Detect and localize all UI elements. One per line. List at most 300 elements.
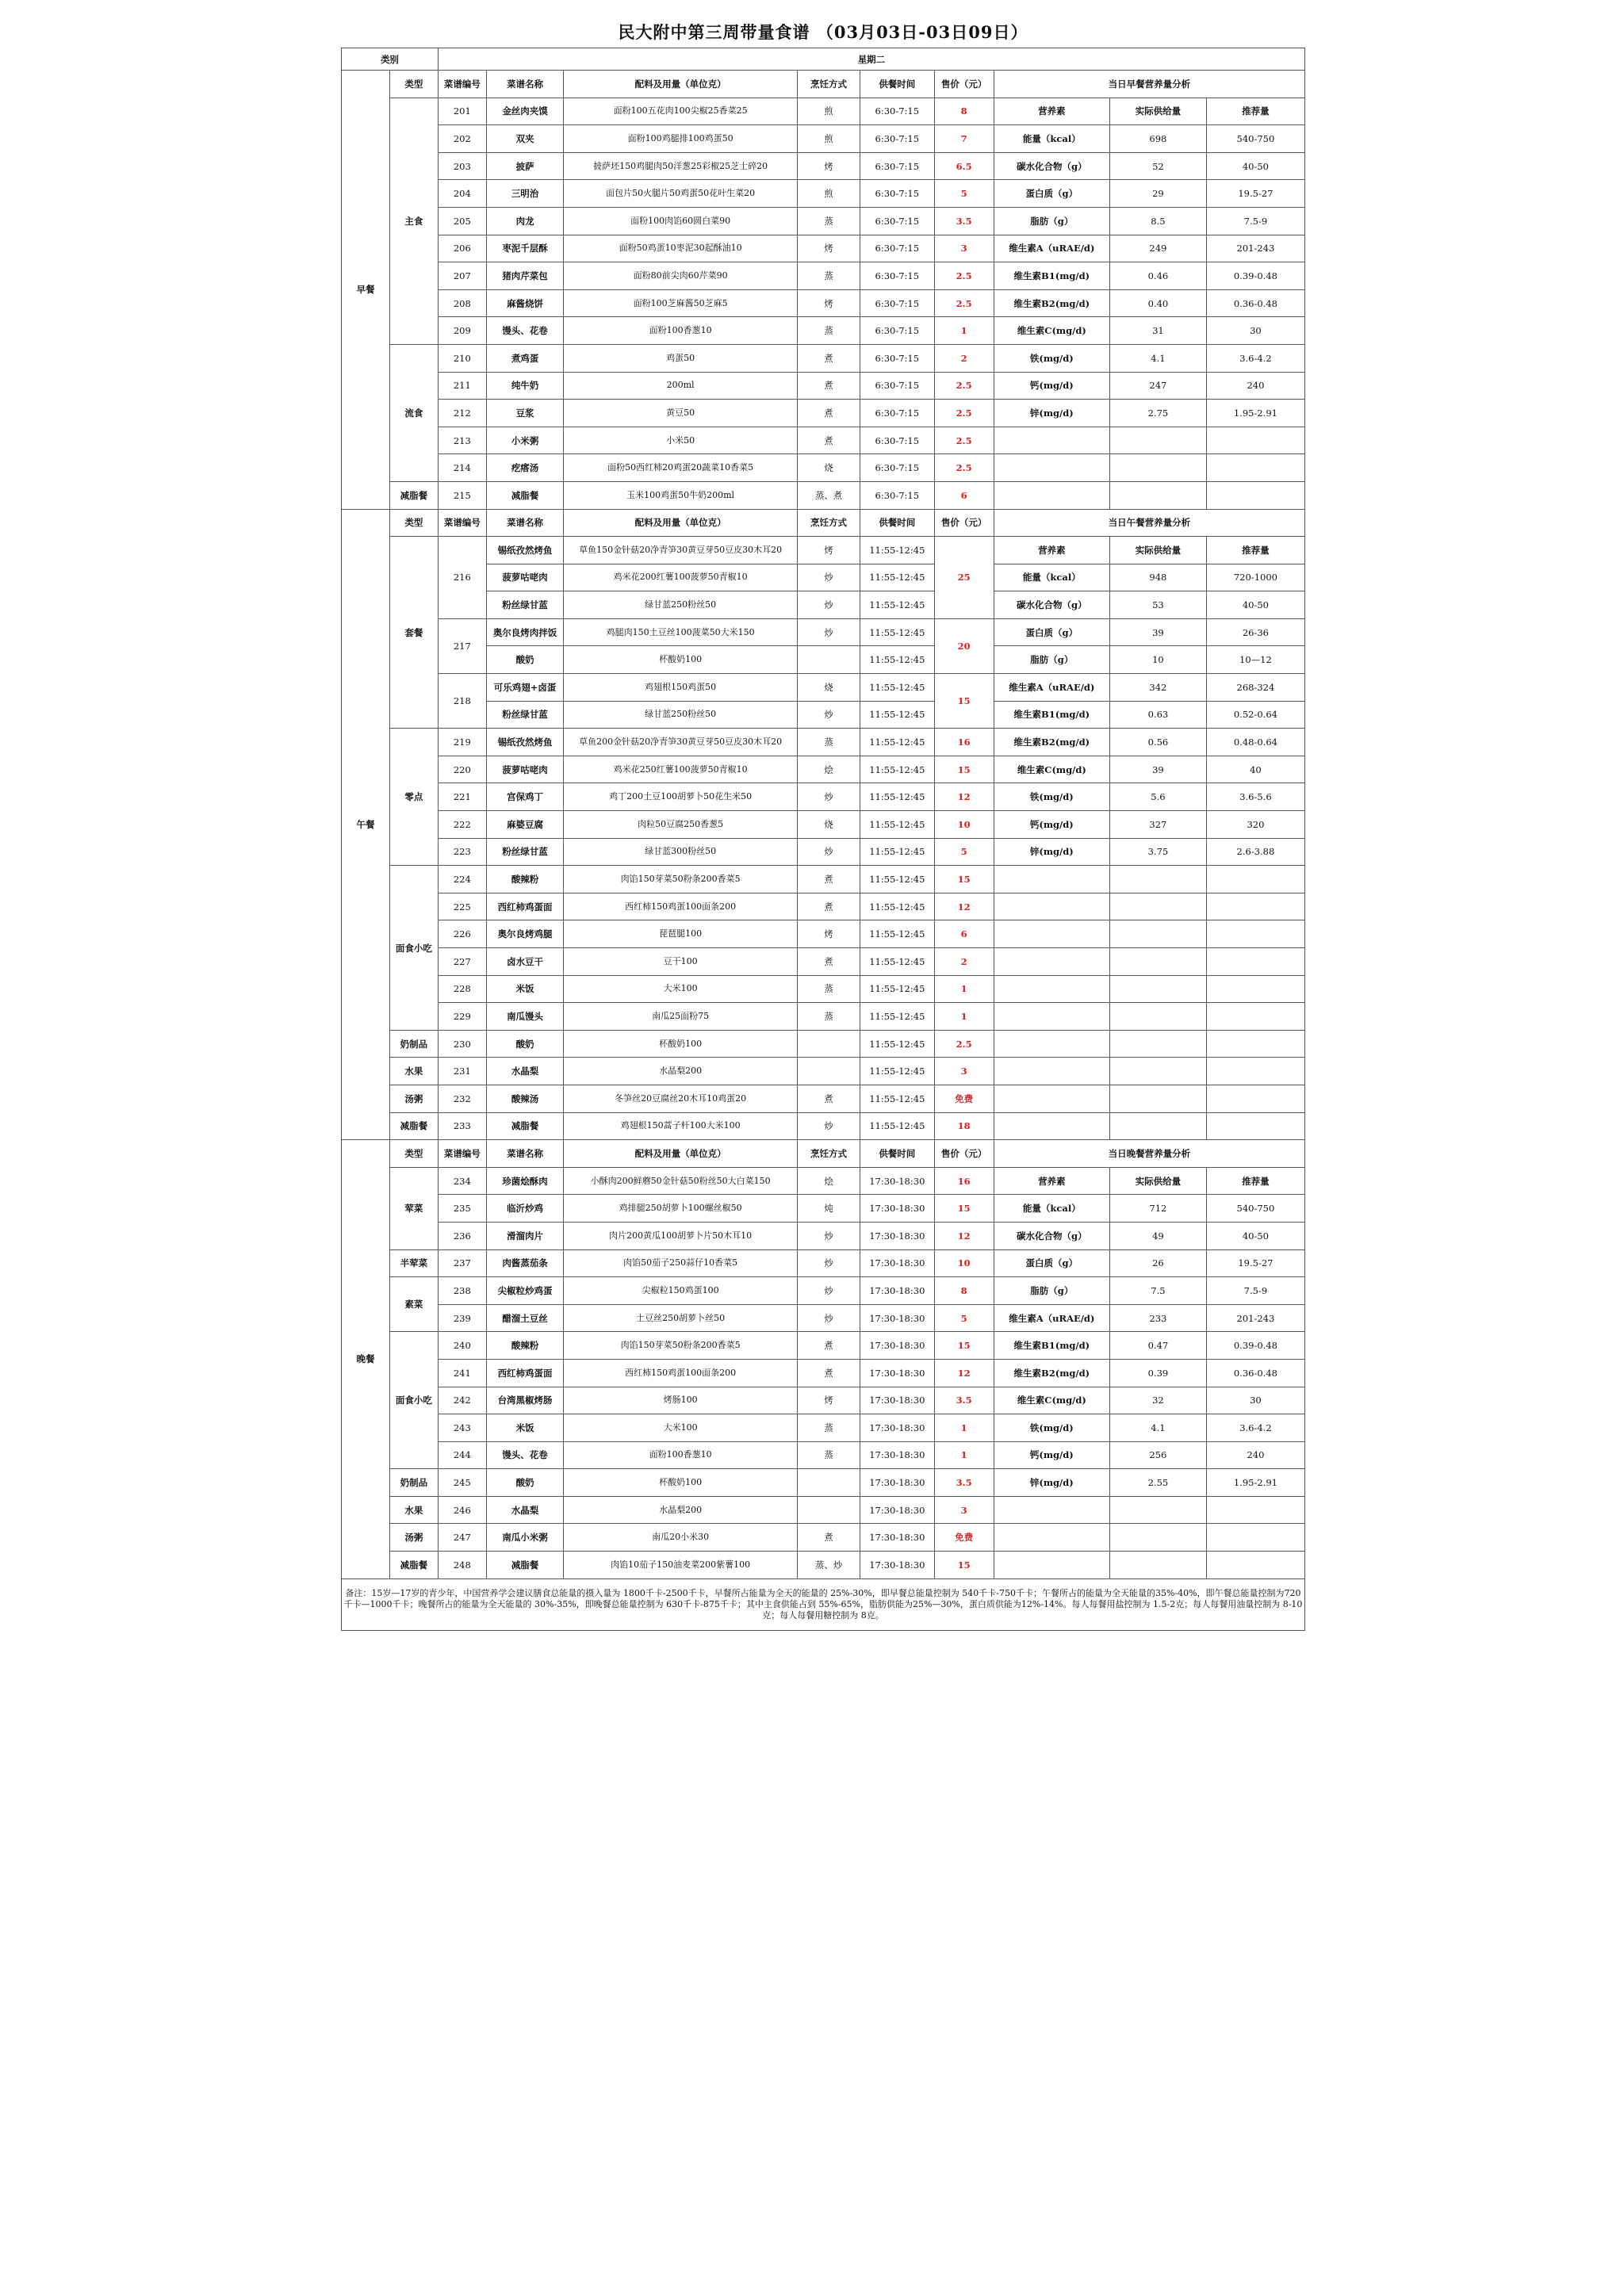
table-row (342, 1578, 1305, 1630)
nutrient-actual: 233 (1109, 1304, 1206, 1332)
dish-name: 酸辣汤 (486, 1085, 564, 1112)
dish-price: 15 (934, 866, 994, 894)
cooking-method: 烧 (797, 811, 860, 839)
dish-code: 232 (438, 1085, 486, 1112)
empty-cell (1109, 1058, 1206, 1085)
nutrient-recommended: 40-50 (1206, 152, 1304, 180)
dish-ingredients: 面粉100香葱10 (564, 317, 798, 345)
nutrient-recommended: 3.6-5.6 (1206, 783, 1304, 811)
cooking-method: 煮 (797, 400, 860, 427)
dish-name: 台湾黑椒烤肠 (486, 1387, 564, 1414)
dish-name: 菠萝咕咾肉 (486, 564, 564, 591)
dish-price: 3 (934, 1496, 994, 1524)
nutrient-recommended: 40-50 (1206, 1222, 1304, 1249)
serving-time: 17:30-18:30 (860, 1469, 934, 1497)
cooking-method: 烤 (797, 920, 860, 948)
table-row (342, 783, 1305, 811)
empty-cell (1206, 1003, 1304, 1031)
cooking-method: 炒 (797, 564, 860, 591)
empty-cell (994, 1552, 1109, 1579)
dish-name: 枣泥千层酥 (486, 235, 564, 262)
dish-code: 222 (438, 811, 486, 839)
dish-name: 肉酱蒸茄条 (486, 1249, 564, 1277)
serving-time: 17:30-18:30 (860, 1222, 934, 1249)
table-row (342, 1277, 1305, 1305)
col-time-header: 供餐时间 (860, 509, 934, 537)
nutrient-name: 蛋白质（g） (994, 1249, 1109, 1277)
nutrient-actual: 10 (1109, 646, 1206, 674)
cooking-method (797, 646, 860, 674)
dish-code: 223 (438, 838, 486, 866)
dish-ingredients: 杯酸奶100 (564, 1469, 798, 1497)
dish-name: 三明治 (486, 180, 564, 208)
serving-time: 11:55-12:45 (860, 646, 934, 674)
dish-code: 210 (438, 344, 486, 372)
table-row (342, 866, 1305, 894)
dish-code: 237 (438, 1249, 486, 1277)
table-row (342, 1140, 1305, 1168)
dish-ingredients: 绿甘蓝250粉丝50 (564, 701, 798, 729)
food-type: 汤粥 (389, 1524, 438, 1552)
dish-code: 225 (438, 893, 486, 920)
col-time-header: 供餐时间 (860, 71, 934, 98)
serving-time: 11:55-12:45 (860, 591, 934, 619)
dish-price: 15 (934, 1195, 994, 1223)
dish-price: 20 (934, 618, 994, 673)
nutrient-name: 维生素A（uRAE/d) (994, 674, 1109, 702)
nutrient-actual: 7.5 (1109, 1277, 1206, 1305)
table-row (342, 1524, 1305, 1552)
empty-cell (994, 1003, 1109, 1031)
serving-time: 6:30-7:15 (860, 125, 934, 153)
nutrient-actual: 948 (1109, 564, 1206, 591)
table-row (342, 509, 1305, 537)
nutrient-recommended: 40 (1206, 756, 1304, 783)
dish-name: 珍菌烩酥肉 (486, 1167, 564, 1195)
table-row (342, 1003, 1305, 1031)
table-row (342, 372, 1305, 400)
dish-ingredients: 小米50 (564, 427, 798, 454)
serving-time: 11:55-12:45 (860, 756, 934, 783)
dish-price: 12 (934, 1222, 994, 1249)
meal-label: 早餐 (342, 71, 390, 510)
empty-cell (1206, 948, 1304, 976)
table-row (342, 1222, 1305, 1249)
col-code-header: 菜谱编号 (438, 71, 486, 98)
nutrient-actual: 698 (1109, 125, 1206, 153)
dish-ingredients: 小酥肉200鲜蘑50金针菇50粉丝50大白菜150 (564, 1167, 798, 1195)
table-row (342, 344, 1305, 372)
page-title: 民大附中第三周带量食谱 （03月03日-03日09日） (618, 22, 1028, 42)
empty-cell (1206, 427, 1304, 454)
cooking-method: 煮 (797, 372, 860, 400)
serving-time: 11:55-12:45 (860, 783, 934, 811)
table-row (342, 48, 1305, 71)
nutrient-actual: 26 (1109, 1249, 1206, 1277)
serving-time: 6:30-7:15 (860, 372, 934, 400)
dish-code: 224 (438, 866, 486, 894)
dish-name: 小米粥 (486, 427, 564, 454)
dish-name: 煮鸡蛋 (486, 344, 564, 372)
table-row (342, 1496, 1305, 1524)
nutrient-actual: 342 (1109, 674, 1206, 702)
dish-price: 2.5 (934, 1030, 994, 1058)
dish-name: 粉丝绿甘蓝 (486, 838, 564, 866)
nutrient-recommended: 30 (1206, 317, 1304, 345)
cooking-method: 煎 (797, 98, 860, 125)
table-row (342, 207, 1305, 235)
cooking-method (797, 1496, 860, 1524)
serving-time: 17:30-18:30 (860, 1552, 934, 1579)
dish-price: 15 (934, 756, 994, 783)
table-row (342, 152, 1305, 180)
table-row (342, 591, 1305, 619)
dish-code: 239 (438, 1304, 486, 1332)
empty-cell (994, 1030, 1109, 1058)
serving-time: 11:55-12:45 (860, 701, 934, 729)
serving-time: 11:55-12:45 (860, 838, 934, 866)
empty-cell (1109, 1496, 1206, 1524)
empty-cell (1109, 481, 1206, 509)
cooking-method: 烤 (797, 537, 860, 564)
dish-ingredients: 鸡翅根150鸡蛋50 (564, 674, 798, 702)
cooking-method (797, 1058, 860, 1085)
nutrient-actual: 8.5 (1109, 207, 1206, 235)
cooking-method: 煮 (797, 1359, 860, 1387)
nutrient-actual: 0.56 (1109, 729, 1206, 756)
food-type: 水果 (389, 1496, 438, 1524)
food-type: 半荤菜 (389, 1249, 438, 1277)
table-row (342, 98, 1305, 125)
empty-cell (1109, 1003, 1206, 1031)
serving-time: 17:30-18:30 (860, 1387, 934, 1414)
serving-time: 11:55-12:45 (860, 920, 934, 948)
table-row (342, 1304, 1305, 1332)
cooking-method: 蒸、煮 (797, 481, 860, 509)
empty-cell (1109, 866, 1206, 894)
empty-cell (994, 1058, 1109, 1085)
dish-price: 2.5 (934, 289, 994, 317)
dish-ingredients: 肉馅150芽菜50粉条200香菜5 (564, 1332, 798, 1360)
dish-name: 米饭 (486, 1414, 564, 1442)
nutrient-recommended: 201-243 (1206, 235, 1304, 262)
dish-name: 粉丝绿甘蓝 (486, 701, 564, 729)
dish-code: 230 (438, 1030, 486, 1058)
dish-code: 220 (438, 756, 486, 783)
nutrient-recommended: 540-750 (1206, 125, 1304, 153)
nutrient-recommended: 1.95-2.91 (1206, 1469, 1304, 1497)
dish-name: 肉龙 (486, 207, 564, 235)
dish-code: 205 (438, 207, 486, 235)
food-type: 零点 (389, 729, 438, 866)
empty-cell (1206, 481, 1304, 509)
nutrient-recommended: 2.6-3.88 (1206, 838, 1304, 866)
dish-price: 6 (934, 920, 994, 948)
dish-name: 酸辣粉 (486, 1332, 564, 1360)
dish-price: 3 (934, 1058, 994, 1085)
serving-time: 6:30-7:15 (860, 98, 934, 125)
food-type: 减脂餐 (389, 481, 438, 509)
table-row (342, 1387, 1305, 1414)
table-row (342, 317, 1305, 345)
nutrient-name: 维生素B2(mg/d) (994, 289, 1109, 317)
nutrient-actual: 327 (1109, 811, 1206, 839)
serving-time: 6:30-7:15 (860, 235, 934, 262)
dish-code: 247 (438, 1524, 486, 1552)
cooking-method: 蒸 (797, 317, 860, 345)
col-code-header: 菜谱编号 (438, 1140, 486, 1168)
cooking-method: 煮 (797, 1524, 860, 1552)
nutrient-recommended: 0.52-0.64 (1206, 701, 1304, 729)
nutrient-actual: 256 (1109, 1441, 1206, 1469)
table-row (342, 125, 1305, 153)
serving-time: 17:30-18:30 (860, 1496, 934, 1524)
dish-ingredients: 面包片50火腿片50鸡蛋50花叶生菜20 (564, 180, 798, 208)
col-price-header: 售价（元） (934, 71, 994, 98)
dish-ingredients: 杯酸奶100 (564, 1030, 798, 1058)
dish-name: 酸奶 (486, 646, 564, 674)
dish-price: 10 (934, 811, 994, 839)
cooking-method: 炒 (797, 1112, 860, 1140)
dish-ingredients: 玉米100鸡蛋50牛奶200ml (564, 481, 798, 509)
cooking-method: 炖 (797, 1195, 860, 1223)
set-meal-code: 218 (438, 674, 486, 729)
cooking-method: 炒 (797, 1277, 860, 1305)
table-row (342, 729, 1305, 756)
dish-name: 减脂餐 (486, 1112, 564, 1140)
dish-name: 水晶梨 (486, 1496, 564, 1524)
col-time-header: 供餐时间 (860, 1140, 934, 1168)
table-row (342, 180, 1305, 208)
nutrient-actual: 0.63 (1109, 701, 1206, 729)
cooking-method: 炒 (797, 838, 860, 866)
col-price-header: 售价（元） (934, 1140, 994, 1168)
cooking-method: 炒 (797, 1304, 860, 1332)
dish-code: 227 (438, 948, 486, 976)
serving-time: 11:55-12:45 (860, 729, 934, 756)
col-method-header: 烹饪方式 (797, 71, 860, 98)
cooking-method: 煮 (797, 1332, 860, 1360)
nutrient-actual: 0.39 (1109, 1359, 1206, 1387)
dish-price: 5 (934, 1304, 994, 1332)
nutrient-recommended: 0.36-0.48 (1206, 1359, 1304, 1387)
nutrient-col-header: 营养素 (994, 98, 1109, 125)
empty-cell (994, 948, 1109, 976)
serving-time: 11:55-12:45 (860, 1112, 934, 1140)
dish-price: 6.5 (934, 152, 994, 180)
nutrient-actual: 53 (1109, 591, 1206, 619)
dish-name: 双夹 (486, 125, 564, 153)
empty-cell (1206, 866, 1304, 894)
empty-cell (1206, 1030, 1304, 1058)
cooking-method: 烤 (797, 152, 860, 180)
dish-ingredients: 面粉100肉馅60圆白菜90 (564, 207, 798, 235)
nutrient-name: 钙(mg/d) (994, 372, 1109, 400)
serving-time: 17:30-18:30 (860, 1167, 934, 1195)
nutrient-name: 碳水化合物（g） (994, 591, 1109, 619)
table-row (342, 427, 1305, 454)
nutrient-name: 维生素C(mg/d) (994, 317, 1109, 345)
dish-code: 233 (438, 1112, 486, 1140)
dish-ingredients: 水晶梨200 (564, 1496, 798, 1524)
empty-cell (1206, 1085, 1304, 1112)
nutrient-name: 维生素B2(mg/d) (994, 729, 1109, 756)
dish-price: 15 (934, 1552, 994, 1579)
col-type-header: 类型 (389, 1140, 438, 1168)
serving-time: 17:30-18:30 (860, 1524, 934, 1552)
nutrient-name: 锌(mg/d) (994, 838, 1109, 866)
set-meal-code: 216 (438, 537, 486, 619)
dish-name: 西红柿鸡蛋面 (486, 1359, 564, 1387)
empty-cell (994, 975, 1109, 1003)
meal-label: 午餐 (342, 509, 390, 1140)
dish-ingredients: 面粉80前尖肉60芹菜90 (564, 262, 798, 290)
empty-cell (994, 1085, 1109, 1112)
nutrient-actual: 39 (1109, 618, 1206, 646)
empty-cell (1109, 454, 1206, 482)
col-name-header: 菜谱名称 (486, 1140, 564, 1168)
cooking-method (797, 1030, 860, 1058)
nutrient-actual: 2.55 (1109, 1469, 1206, 1497)
dish-ingredients: 面粉50西红柿20鸡蛋20蔬菜10香菜5 (564, 454, 798, 482)
nutrient-recommended: 26-36 (1206, 618, 1304, 646)
cooking-method: 蒸 (797, 975, 860, 1003)
table-row (342, 975, 1305, 1003)
empty-cell (1206, 893, 1304, 920)
empty-cell (994, 893, 1109, 920)
nutrient-actual: 0.46 (1109, 262, 1206, 290)
dish-name: 宫保鸡丁 (486, 783, 564, 811)
serving-time: 11:55-12:45 (860, 564, 934, 591)
col-type-header: 类型 (389, 71, 438, 98)
cooking-method: 烩 (797, 756, 860, 783)
dish-price: 3.5 (934, 1469, 994, 1497)
empty-cell (1109, 948, 1206, 976)
table-row (342, 948, 1305, 976)
dish-name: 临沂炒鸡 (486, 1195, 564, 1223)
table-row (342, 454, 1305, 482)
empty-cell (1109, 1030, 1206, 1058)
dish-name: 锡纸孜然烤鱼 (486, 729, 564, 756)
table-row (342, 537, 1305, 564)
cooking-method: 蒸 (797, 1414, 860, 1442)
dish-name: 酸辣粉 (486, 866, 564, 894)
nutrient-name: 碳水化合物（g） (994, 1222, 1109, 1249)
cooking-method: 蒸 (797, 1003, 860, 1031)
actual-col-header: 实际供给量 (1109, 1167, 1206, 1195)
serving-time: 6:30-7:15 (860, 180, 934, 208)
dish-ingredients: 草鱼150金针菇20净青笋30黄豆芽50豆皮30木耳20 (564, 537, 798, 564)
dish-code: 244 (438, 1441, 486, 1469)
dish-name: 水晶梨 (486, 1058, 564, 1085)
col-ingredients-header: 配料及用量（单位克） (564, 71, 798, 98)
nutrient-actual: 5.6 (1109, 783, 1206, 811)
dish-name: 米饭 (486, 975, 564, 1003)
dish-price: 3.5 (934, 1387, 994, 1414)
dish-ingredients: 鸡腿肉150土豆丝100菠菜50大米150 (564, 618, 798, 646)
cooking-method: 煮 (797, 344, 860, 372)
dish-price: 2 (934, 948, 994, 976)
dish-ingredients: 肉片200黄瓜100胡萝卜片50木耳10 (564, 1222, 798, 1249)
empty-cell (1109, 1524, 1206, 1552)
dish-ingredients: 面粉100五花肉100尖椒25香菜25 (564, 98, 798, 125)
cooking-method: 炒 (797, 783, 860, 811)
dish-price: 5 (934, 838, 994, 866)
empty-cell (994, 920, 1109, 948)
dish-ingredients: 200ml (564, 372, 798, 400)
table-row (342, 481, 1305, 509)
dish-price: 2.5 (934, 454, 994, 482)
table-row (342, 1441, 1305, 1469)
dish-price: 7 (934, 125, 994, 153)
dish-price: 16 (934, 729, 994, 756)
cooking-method: 炒 (797, 701, 860, 729)
nutrient-name: 维生素B2(mg/d) (994, 1359, 1109, 1387)
dish-price: 免费 (934, 1524, 994, 1552)
dish-ingredients: 鸡米花250红薯100菠萝50青椒10 (564, 756, 798, 783)
nutrient-name: 维生素B1(mg/d) (994, 262, 1109, 290)
nutrient-actual: 29 (1109, 180, 1206, 208)
dish-price: 1 (934, 1003, 994, 1031)
cooking-method: 烤 (797, 289, 860, 317)
serving-time: 17:30-18:30 (860, 1249, 934, 1277)
dish-ingredients: 杯酸奶100 (564, 646, 798, 674)
dish-code: 204 (438, 180, 486, 208)
serving-time: 11:55-12:45 (860, 811, 934, 839)
food-type: 奶制品 (389, 1469, 438, 1497)
table-row (342, 646, 1305, 674)
table-row (342, 1469, 1305, 1497)
empty-cell (994, 454, 1109, 482)
cooking-method: 煮 (797, 1085, 860, 1112)
dish-ingredients: 面粉100香葱10 (564, 1441, 798, 1469)
dish-ingredients: 面粉100鸡腿排100鸡蛋50 (564, 125, 798, 153)
food-type: 水果 (389, 1058, 438, 1085)
empty-cell (1109, 893, 1206, 920)
dish-ingredients: 草鱼200金针菇20净青笋30黄豆芽50豆皮30木耳20 (564, 729, 798, 756)
dish-ingredients: 肉馅50茄子250蒜仔10香菜5 (564, 1249, 798, 1277)
empty-cell (1109, 1085, 1206, 1112)
dish-name: 奥尔良烤肉拌饭 (486, 618, 564, 646)
dish-ingredients: 肉馅150芽菜50粉条200香菜5 (564, 866, 798, 894)
serving-time: 17:30-18:30 (860, 1304, 934, 1332)
cooking-method: 蒸 (797, 262, 860, 290)
serving-time: 6:30-7:15 (860, 427, 934, 454)
nutrient-name: 钙(mg/d) (994, 811, 1109, 839)
dish-name: 锡纸孜然烤鱼 (486, 537, 564, 564)
cooking-method: 蒸 (797, 1441, 860, 1469)
dish-name: 尖椒粒炒鸡蛋 (486, 1277, 564, 1305)
nutrient-actual: 249 (1109, 235, 1206, 262)
meal-label: 晚餐 (342, 1140, 390, 1579)
food-type: 面食小吃 (389, 1332, 438, 1469)
nutrient-recommended: 0.39-0.48 (1206, 1332, 1304, 1360)
dish-name: 疙瘩汤 (486, 454, 564, 482)
table-row (342, 1414, 1305, 1442)
empty-cell (994, 427, 1109, 454)
dish-ingredients: 鸡翅根150蒿子杆100大米100 (564, 1112, 798, 1140)
day-header: 星期二 (438, 48, 1304, 71)
food-type: 主食 (389, 98, 438, 344)
nutrient-actual: 3.75 (1109, 838, 1206, 866)
serving-time: 17:30-18:30 (860, 1195, 934, 1223)
serving-time: 11:55-12:45 (860, 1085, 934, 1112)
cooking-method: 煮 (797, 427, 860, 454)
nutrient-actual: 0.47 (1109, 1332, 1206, 1360)
serving-time: 6:30-7:15 (860, 344, 934, 372)
dish-code: 206 (438, 235, 486, 262)
serving-time: 17:30-18:30 (860, 1414, 934, 1442)
